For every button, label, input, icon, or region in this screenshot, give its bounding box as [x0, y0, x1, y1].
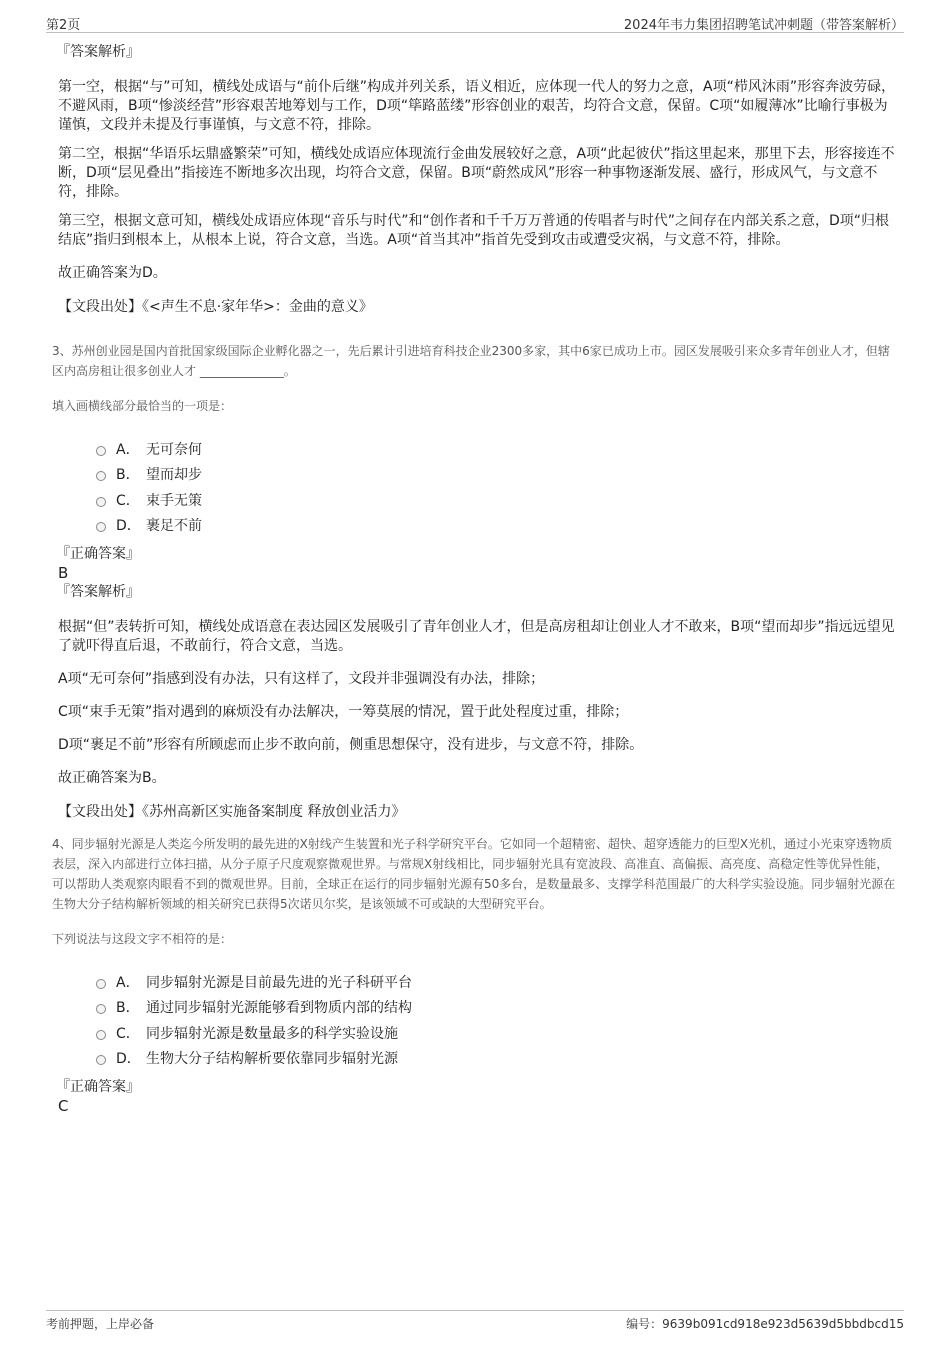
- radio-icon[interactable]: [96, 471, 106, 481]
- q3-analysis-paragraph: 根据“但”表转折可知，横线处成语意在表达园区发展吸引了青年创业人才，但是高房租却让创业人才不敢来，B项“望而却步”指远远望见了就吓得直后退，不敢前行，符合文意，当选。: [58, 619, 895, 654]
- q2-source: 【文段出处】《<声生不息·家年华>：金曲的意义》: [58, 299, 373, 315]
- option-letter: A．: [116, 974, 140, 991]
- q3-option-c[interactable]: [96, 487, 896, 513]
- q3-option-a[interactable]: [96, 436, 896, 462]
- q3-analysis-label: 『答案解析』: [56, 584, 140, 600]
- q4-answer-label: 『正确答案』: [56, 1079, 140, 1095]
- q3-conclusion: 故正确答案为B。: [58, 770, 166, 786]
- q3-answer: B: [58, 564, 69, 582]
- document-title: 2024年韦力集团招聘笔试冲刺题（带答案解析）: [623, 18, 904, 33]
- radio-icon[interactable]: [96, 1055, 106, 1065]
- q3-option-d[interactable]: [96, 513, 896, 539]
- q2-analysis-paragraph: 第一空，根据“与”可知，横线处成语与“前仆后继”构成并列关系，语义相近，应体现一代人的努力之意，A项“栉风沐雨”形容奔波劳碌，不避风雨，B项“惨淡经营”形容艰苦地筹划与工作，D项“筚路蓝缕”形容创业的艰苦，均符合文意，保留。C项“如履薄冰”比喻行事极为谨慎，文段并未提及行事谨慎，与文意不符，排除。: [58, 79, 896, 133]
- option-text: 通过同步辐射光源能够看到物质内部的结构: [146, 1000, 412, 1017]
- page-header: [46, 12, 904, 33]
- main-content: [52, 42, 896, 1115]
- q3-answer-label: 『正确答案』: [56, 546, 140, 562]
- option-letter: A．: [116, 441, 140, 458]
- radio-icon[interactable]: [96, 446, 106, 456]
- q4-options: [96, 969, 896, 1071]
- option-text: 无可奈何: [146, 441, 202, 458]
- q2-analysis-label: 『答案解析』: [56, 44, 140, 60]
- option-text: 同步辐射光源是目前最先进的光子科研平台: [146, 974, 412, 991]
- q3-prompt: 填入画横线部分最恰当的一项是：: [52, 399, 233, 413]
- footer-slogan: 考前押题，上岸必备: [46, 1317, 155, 1331]
- q3-options: [96, 436, 896, 538]
- q3-stem: 3、苏州创业园是国内首批国家级国际企业孵化器之一，先后累计引进培育科技企业2300多家，其中6家已成功上市。园区发展吸引来众多青年创业人才，但辖区内高房租让很多创业人才 ______________。: [52, 344, 890, 378]
- q4-option-d[interactable]: [96, 1046, 896, 1072]
- radio-icon[interactable]: [96, 979, 106, 989]
- q3-analysis-paragraph: D项“裹足不前”形容有所顾虑而止步不敢向前，侧重思想保守，没有进步，与文意不符，排除。: [58, 737, 644, 753]
- option-letter: C．: [116, 1025, 140, 1042]
- q4-option-b[interactable]: [96, 995, 896, 1021]
- radio-icon[interactable]: [96, 1004, 106, 1014]
- option-text: 裹足不前: [146, 518, 202, 535]
- q4-stem: 4、同步辐射光源是人类迄今所发明的最先进的X射线产生装置和光子科学研究平台。它如同一个超精密、超快、超穿透能力的巨型X光机，通过小光束穿透物质表层，深入内部进行立体扫描，从分子原子尺度观察微观世界。与常规X射线相比，同步辐射光具有宽波段、高准直、高偏振、高亮度、高稳定性等优异性能，可以帮助人类观察肉眼看不到的微观世界。目前，全球正在运行的同步辐射光源有50多台，是数量最多、支撑学科范围最广的大科学实验设施。同步辐射光源在生物大分子结构解析领域的相关研究已获得5次诺贝尔奖，是该领域不可或缺的大型研究平台。: [52, 837, 896, 911]
- page-footer: [46, 1310, 904, 1333]
- option-text: 束手无策: [146, 492, 202, 509]
- q3-source: 【文段出处】《苏州高新区实施备案制度 释放创业活力》: [58, 804, 406, 820]
- option-letter: C．: [116, 492, 140, 509]
- question-4: [52, 834, 896, 1115]
- q4-option-a[interactable]: [96, 969, 896, 995]
- q2-analysis-section: [56, 42, 896, 317]
- q3-option-b[interactable]: [96, 462, 896, 488]
- q2-conclusion: 故正确答案为D。: [58, 265, 167, 281]
- question-3: [52, 341, 896, 822]
- q3-analysis-paragraph: C项“束手无策”指对遇到的麻烦没有办法解决，一筹莫展的情况，置于此处程度过重，排除；: [58, 704, 629, 720]
- q2-analysis-paragraph: 第三空，根据文意可知，横线处成语应体现“音乐与时代”和“创作者和千千万万普通的传唱者与时代”之间存在内部关系之意，D项“归根结底”指归到根本上，从根本上说，符合文意，当选。A项“首当其冲”指首先受到攻击或遭受灾祸，与文意不符，排除。: [58, 213, 890, 248]
- radio-icon[interactable]: [96, 1030, 106, 1040]
- option-letter: D．: [116, 518, 141, 535]
- q2-analysis-paragraph: 第二空，根据“华语乐坛鼎盛繁荣”可知，横线处成语应体现流行金曲发展较好之意，A项“此起彼伏”指这里起来，那里下去，形容接连不断，D项“层见叠出”指接连不断地多次出现，均符合文意，保留。B项“蔚然成风”形容一种事物逐渐发展、盛行，形成风气，与文意不符，排除。: [58, 146, 895, 200]
- option-letter: B．: [116, 1000, 140, 1017]
- footer-serial: 编号：9639b091cd918e923d5639d5bbdbcd15: [626, 1317, 904, 1331]
- option-text: 生物大分子结构解析要依靠同步辐射光源: [146, 1051, 398, 1068]
- page-number: 第2页: [46, 18, 81, 33]
- option-letter: B．: [116, 467, 140, 484]
- radio-icon[interactable]: [96, 522, 106, 532]
- option-letter: D．: [116, 1051, 141, 1068]
- option-text: 望而却步: [146, 467, 202, 484]
- option-text: 同步辐射光源是数量最多的科学实验设施: [146, 1025, 398, 1042]
- q4-prompt: 下列说法与这段文字不相符的是：: [52, 932, 233, 946]
- q3-analysis-paragraph: A项“无可奈何”指感到没有办法，只有这样了，文段并非强调没有办法，排除；: [58, 671, 545, 687]
- q4-option-c[interactable]: [96, 1020, 896, 1046]
- radio-icon[interactable]: [96, 497, 106, 507]
- q4-answer: C: [58, 1097, 69, 1115]
